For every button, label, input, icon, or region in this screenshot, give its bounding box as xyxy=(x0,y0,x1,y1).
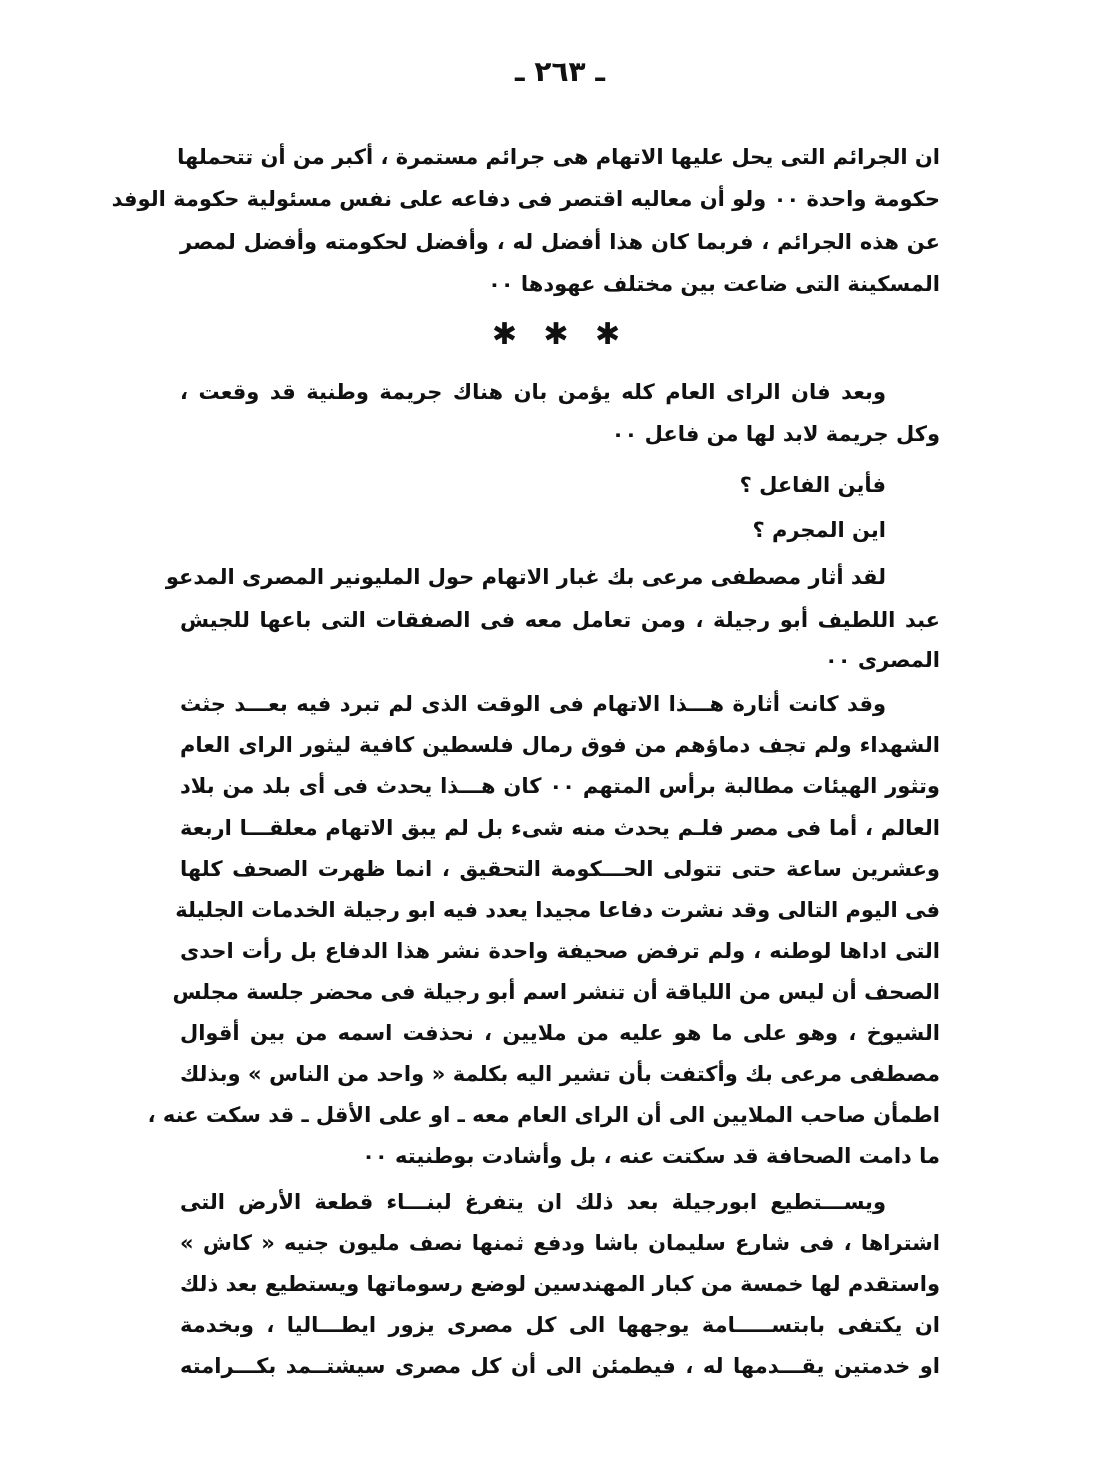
paragraph-4-line-9: الشيوخ ، وهو على ما هو عليه من ملايين ، نحذفت اسمه من بين أقوال xyxy=(180,1021,940,1045)
document-page xyxy=(111,55,940,1435)
paragraph-3-line-2: عبد اللطيف أبو رجيلة ، ومن تعامل معه فى الصفقات التى باعها للجيش xyxy=(180,608,940,632)
paragraph-4-line-8: الصحف أن ليس من اللياقة أن تنشر اسم أبو رجيلة فى محضر جلسة مجلس xyxy=(172,980,940,1004)
paragraph-4-line-5: وعشرين ساعة حتى تتولى الحـــكومة التحقيق ، انما ظهرت الصحف كلها xyxy=(180,857,940,881)
paragraph-5-line-2: اشتراها ، فى شارع سليمان باشا ودفع ثمنها نصف مليون جنيه « كاش » xyxy=(180,1231,940,1255)
paragraph-3-line-3: المصرى ٠٠ xyxy=(824,648,940,672)
paragraph-4-line-12: ما دامت الصحافة قد سكتت عنه ، بل وأشادت بوطنيته ٠٠ xyxy=(362,1144,940,1168)
paragraph-1-line-2: حكومة واحدة ٠٠ ولو أن معاليه اقتصر فى دفاعه على نفس مسئولية حكومة الوفد xyxy=(111,187,940,211)
section-separator: ✱ ✱ ✱ xyxy=(491,317,629,352)
paragraph-5-line-3: واستقدم لها خمسة من كبار المهندسين لوضع رسوماتها ويستطيع بعد ذلك xyxy=(180,1272,940,1296)
paragraph-5-line-4: ان يكتفى بابتســـــامة يوجهها الى كل مصرى يزور ايطـــاليا ، وبخدمة xyxy=(180,1313,940,1337)
question-line-2: اين المجرم ؟ xyxy=(752,518,886,542)
paragraph-4-line-11: اطمأن صاحب الملايين الى أن الراى العام معه ـ او على الأقل ـ قد سكت عنه ، xyxy=(147,1103,940,1127)
paragraph-1-line-4: المسكينة التى ضاعت بين مختلف عهودها ٠٠ xyxy=(487,272,940,296)
paragraph-4-line-4: العالم ، أما فى مصر فلـم يحدث منه شىء بل لم يبق الاتهام معلقـــا اربعة xyxy=(180,816,940,840)
paragraph-1-line-3: عن هذه الجرائم ، فربما كان هذا أفضل له ، وأفضل لحكومته وأفضل لمصر xyxy=(180,230,940,254)
paragraph-4-line-7: التى اداها لوطنه ، ولم ترفض صحيفة واحدة نشر هذا الدفاع بل رأت احدى xyxy=(180,939,940,963)
paragraph-4-line-6: فى اليوم التالى وقد نشرت دفاعا مجيدا يعدد فيه ابو رجيلة الخدمات الجليلة xyxy=(175,898,940,922)
paragraph-4-line-2: الشهداء ولم تجف دماؤهم من فوق رمال فلسطين كافية ليثور الراى العام xyxy=(180,733,940,757)
paragraph-3-line-1: لقد أثار مصطفى مرعى بك غبار الاتهام حول المليونير المصرى المدعو xyxy=(165,565,886,589)
paragraph-1-line-1: ان الجرائم التى يحل عليها الاتهام هى جرائم مستمرة ، أكبر من أن تتحملها xyxy=(177,145,940,169)
paragraph-5-line-5: او خدمتين يقـــدمها له ، فيطمئن الى أن كل مصرى سيشتــمد بكـــرامته xyxy=(180,1354,940,1378)
paragraph-4-line-1: وقد كانت أثارة هـــذا الاتهام فى الوقت الذى لم تبرد فيه بعـــد جثث xyxy=(180,692,886,716)
paragraph-5-line-1: ويســـتطيع ابورجيلة بعد ذلك ان يتفرغ لبنـــاء قطعة الأرض التى xyxy=(180,1190,886,1214)
paragraph-4-line-10: مصطفى مرعى بك وأكتفت بأن تشير اليه بكلمة « واحد من الناس » وبذلك xyxy=(180,1062,940,1086)
paragraph-2-line-2: وكل جريمة لابد لها من فاعل ٠٠ xyxy=(611,422,940,446)
paragraph-4-line-3: وتثور الهيئات مطالبة برأس المتهم ٠٠ كان هـــذا يحدث فى أى بلد من بلاد xyxy=(180,774,940,798)
question-line-1: فأين الفاعل ؟ xyxy=(739,473,886,497)
page-number: ـ ٢٦٣ ـ xyxy=(515,55,605,88)
paragraph-2-line-1: وبعد فان الراى العام كله يؤمن بان هناك جريمة وطنية قد وقعت ، xyxy=(180,380,886,404)
